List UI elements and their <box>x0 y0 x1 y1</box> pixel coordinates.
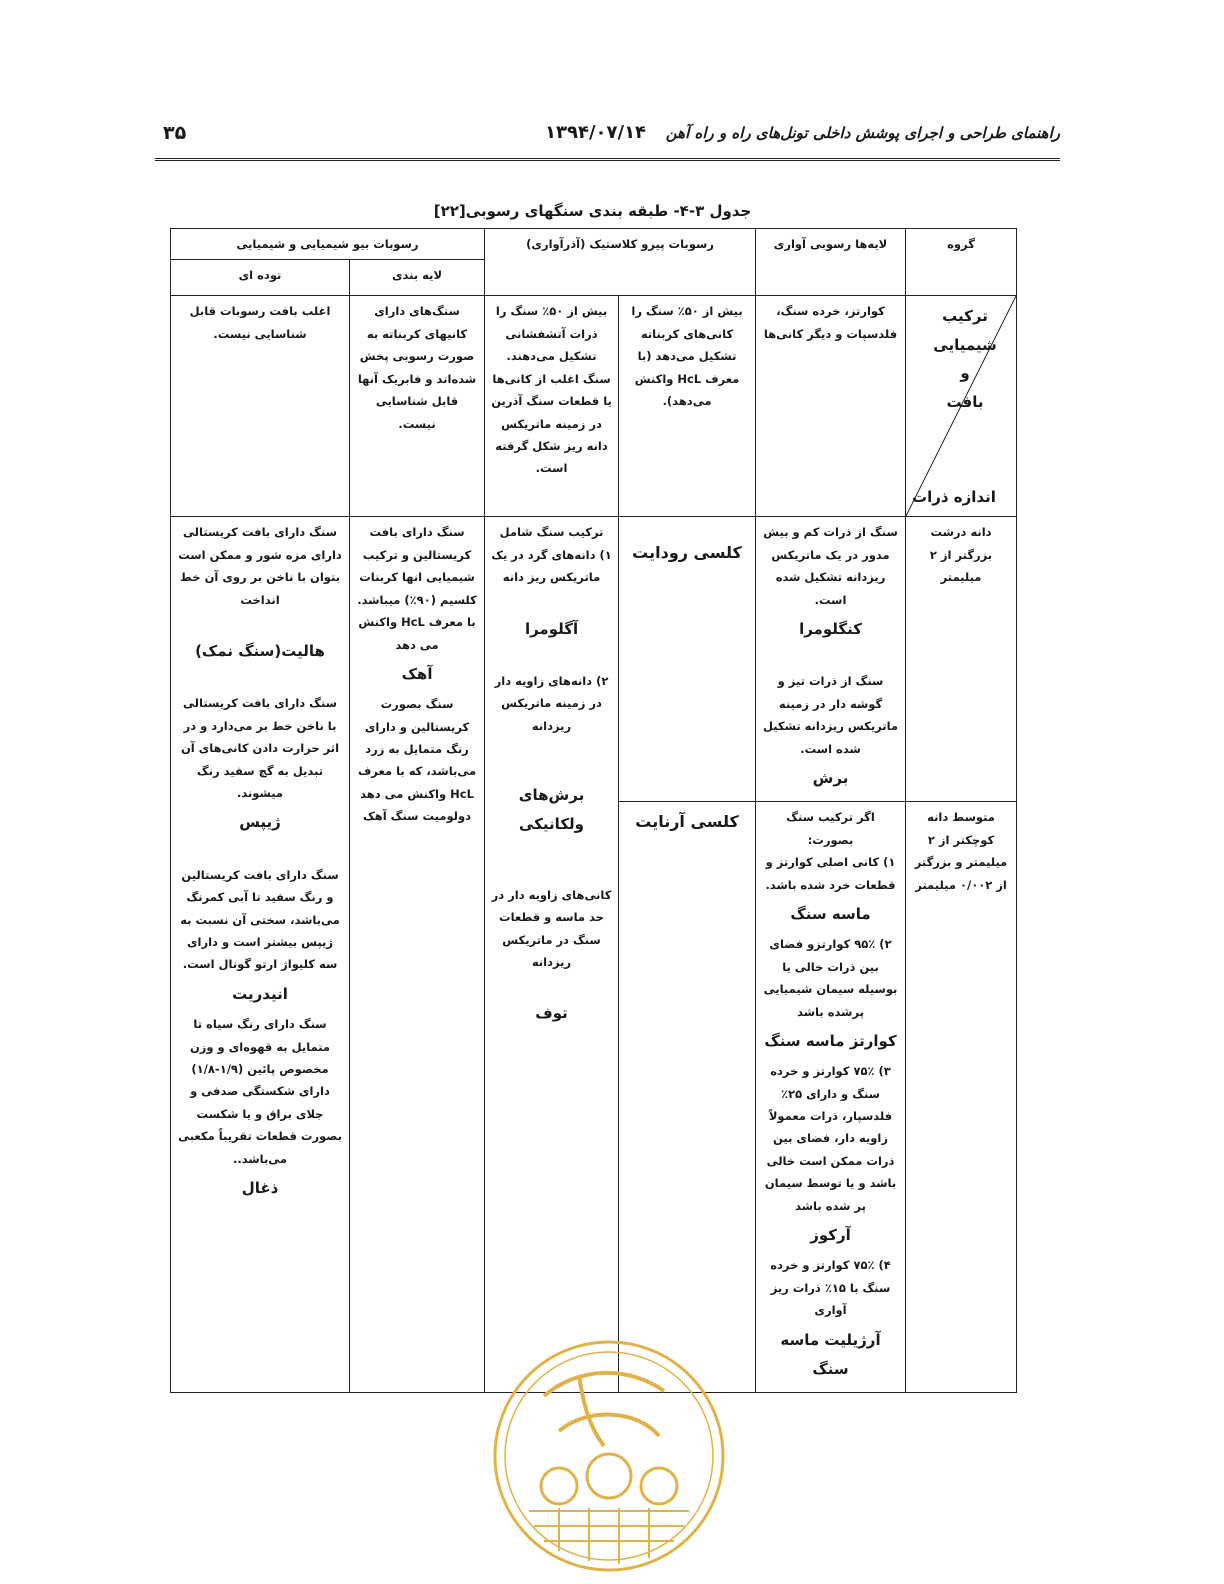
dolomite-desc: سنگ بصورت کریستالین و دارای رنگ متمایل به زرد می‌باشد، که با معرف HcL واکنش می دهد <box>357 697 477 801</box>
gypsum-desc: سنگ دارای بافت کریستالی با ناخن خط بر می‌دارد و در اثر حرارت دادن کانی‌های آن تبدیل به گچ سفید رنگ میشوند. <box>180 696 340 801</box>
diag-line-4: بافت <box>946 392 984 411</box>
pyroclastic-lower <box>485 517 619 1393</box>
agglomerate-name: آگلومرا <box>524 619 579 638</box>
watermark-stamp <box>489 1336 729 1576</box>
conglomerate-name: کنگلومرا <box>799 620 862 639</box>
anhydrite-desc: سنگ دارای بافت کریستالین و رنگ سفید تا آبی کمرنگ می‌باشد، سختی آن نسبت به ژیپس بیشتر است و دارای سه کلیواژ ارتو گونال است. <box>180 867 340 972</box>
header-biochemical: رسوبات بیو شیمیایی و شیمیایی <box>171 229 485 260</box>
conglomerate-desc: سنگ از ذرات کم و بیش مدور در یک ماتریکس ریزدانه تشکیل شده است. <box>763 525 898 607</box>
stamp-outer-ring <box>495 1342 723 1570</box>
medium-intro: اگر ترکیب سنگ بصورت: <box>786 810 875 847</box>
coal-name: ذغال <box>241 1179 279 1198</box>
calcirudite-name: کلسی رودایت <box>632 543 742 563</box>
header-layered: لایه بندی <box>350 260 485 296</box>
quartz-sandstone-name: کوارتز ماسه سنگ <box>764 1031 897 1050</box>
stamp-inner-ring <box>505 1352 713 1560</box>
stamp-gear-left <box>541 1468 577 1504</box>
volcanic-breccia-name: برش‌های ولکانیکی <box>518 786 585 834</box>
quartz-sandstone-desc: ۲) ۹۵٪ کوارتزو فضای بین ذرات خالی یا بوسیله سیمان شیمیایی پرشده باشد <box>763 937 898 1019</box>
diag-line-3: و <box>960 364 970 383</box>
sedimentary-rock-table <box>170 228 1017 1393</box>
header-pyroclastic: رسوبات پیرو کلاستیک (آذرآواری) <box>485 229 756 296</box>
group-medium: متوسط دانه کوچکتر از ۲ میلیمتر و بزرگتر از ۰/۰۰۲ میلیمتر <box>906 802 1017 1393</box>
anhydrite-name: انیدریت <box>232 984 288 1003</box>
breccia-name: برش <box>812 769 849 788</box>
pyro-desc-1: ۱) دانه‌های گرد در یک ماتریکس ریز دانه <box>491 547 612 585</box>
arkose-name: آرکوز <box>810 1226 851 1245</box>
breccia-desc: سنگ از ذرات تیز و گوشه دار در زمینه ماتریکس ریزدانه تشکیل شده است. <box>762 674 899 756</box>
pyroclastic-composition: بیش از ۵۰٪ سنگ را ذرات آتشفشانی تشکیل می‌دهند. سنگ اغلب از کانی‌ها یا قطعات سنگ آذرین در زمینه ماتریکس دانه ریز شکل گرفته است. <box>485 296 619 517</box>
header-massive: توده ای <box>171 260 350 296</box>
detrital-composition: کوارتز، خرده سنگ، فلدسپات و دیگر کانی‌ها <box>756 296 906 517</box>
halite-desc: سنگ دارای بافت کریستالی دارای مزه شور و ممکن است بتوان با ناخن بر روی آن خط انداخت <box>178 525 342 607</box>
header-group: گروه <box>906 229 1017 296</box>
limestone-name: آهک <box>401 664 433 683</box>
massive-composition: اغلب بافت رسوبات قابل شناسایی نیست. <box>171 296 350 517</box>
diagonal-header-cell <box>906 296 1017 517</box>
table-caption: جدول ۳-۴- طبقه بندی سنگهای رسوبی[۲۲] <box>433 202 752 220</box>
argillite-name: آرژیلیت ماسه سنگ <box>780 1330 881 1378</box>
group-coarse: دانه درشت بزرگتر از ۲ میلیمتر <box>906 517 1017 802</box>
diag-line-2: شیمیایی <box>933 335 997 354</box>
pyro-desc-3: کانی‌های زاویه دار در حد ماسه و قطعات سنگ در ماتریکس ریزدانه <box>491 887 612 969</box>
document-date: ۱۳۹۴/۰۷/۱۴ <box>545 122 647 143</box>
massive-lower <box>171 517 350 1393</box>
page-header <box>155 118 1060 161</box>
layered-composition: سنگ‌های دارای کانیهای کربناته به صورت رسوبی پخش شده‌اند و فابریک آنها قابل شناسایی نیست. <box>350 296 485 517</box>
diagonal-bottom-label: اندازه ذرات <box>912 488 996 507</box>
pyro-desc-2: ۲) دانه‌های زاویه دار در زمینه ماتریکس ریزدانه <box>494 673 609 733</box>
carbonate-composition: بیش از ۵۰٪ سنگ را کانی‌های کربناته تشکیل می‌دهد (با معرف HcL واکنش می‌دهد). <box>619 296 756 517</box>
tuff-name: توف <box>535 1004 568 1023</box>
stamp-gear-center <box>587 1454 631 1498</box>
limestone-desc: سنگ دارای بافت کریستالین و ترکیب شیمیایی انها کربنات کلسیم (۹۰٪) میباشد. با معرف HcL واکنش می دهد <box>357 525 477 652</box>
stamp-gear-right <box>641 1468 677 1504</box>
halite-name: هالیت(سنگ نمک) <box>195 642 325 661</box>
coal-desc: سنگ دارای رنگ سیاه تا متمایل به قهوه‌ای و وزن مخصوص پائین (۱/۹-۱/۸) دارای شکستگی صدفی و جلای براق و یا شکست بصورت قطعات تقریباً مکعبی می‌باشد.. <box>178 1017 342 1166</box>
carbonate-medium <box>619 802 756 1393</box>
diag-line-1: ترکیب <box>942 307 988 326</box>
argillite-desc: ۴) ۷۵٪ کوارتز و خرده سنگ با ۱۵٪ ذرات ریز آواری <box>770 1258 891 1318</box>
gypsum-name: ژیپس <box>239 813 281 832</box>
stamp-calligraphy <box>544 1373 664 1446</box>
sandstone-desc: ۱) کانی اصلی کوارتز و قطعات خرد شده باشد. <box>765 855 896 892</box>
carbonate-coarse <box>619 517 756 802</box>
detrital-coarse <box>756 517 906 802</box>
pyro-intro: ترکیب سنگ شامل <box>499 525 604 540</box>
layered-lower <box>350 517 485 1393</box>
sandstone-name: ماسه سنگ <box>790 904 871 923</box>
diagonal-top-label <box>920 302 1010 416</box>
header-detrital: لایه‌ها رسوبی آواری <box>756 229 906 296</box>
dolomite-name: دولومیت سنگ آهک <box>362 809 472 824</box>
document-title: راهنمای طراحی و اجرای پوشش داخلی تونل‌های راه و راه آهن <box>665 124 1060 142</box>
page-number: ۳۵ <box>163 122 187 144</box>
detrital-medium <box>756 802 906 1393</box>
arkose-desc: ۳) ۷۵٪ کوارتز و خرده سنگ و دارای ۲۵٪ فلدسپار، ذرات معمولاً زاویه دار، فضای بین ذرات ممکن است خالی باشد و یا توسط سیمان پر شده باشد <box>764 1064 897 1213</box>
calcarenite-name: کلسی آرنایت <box>635 812 739 832</box>
